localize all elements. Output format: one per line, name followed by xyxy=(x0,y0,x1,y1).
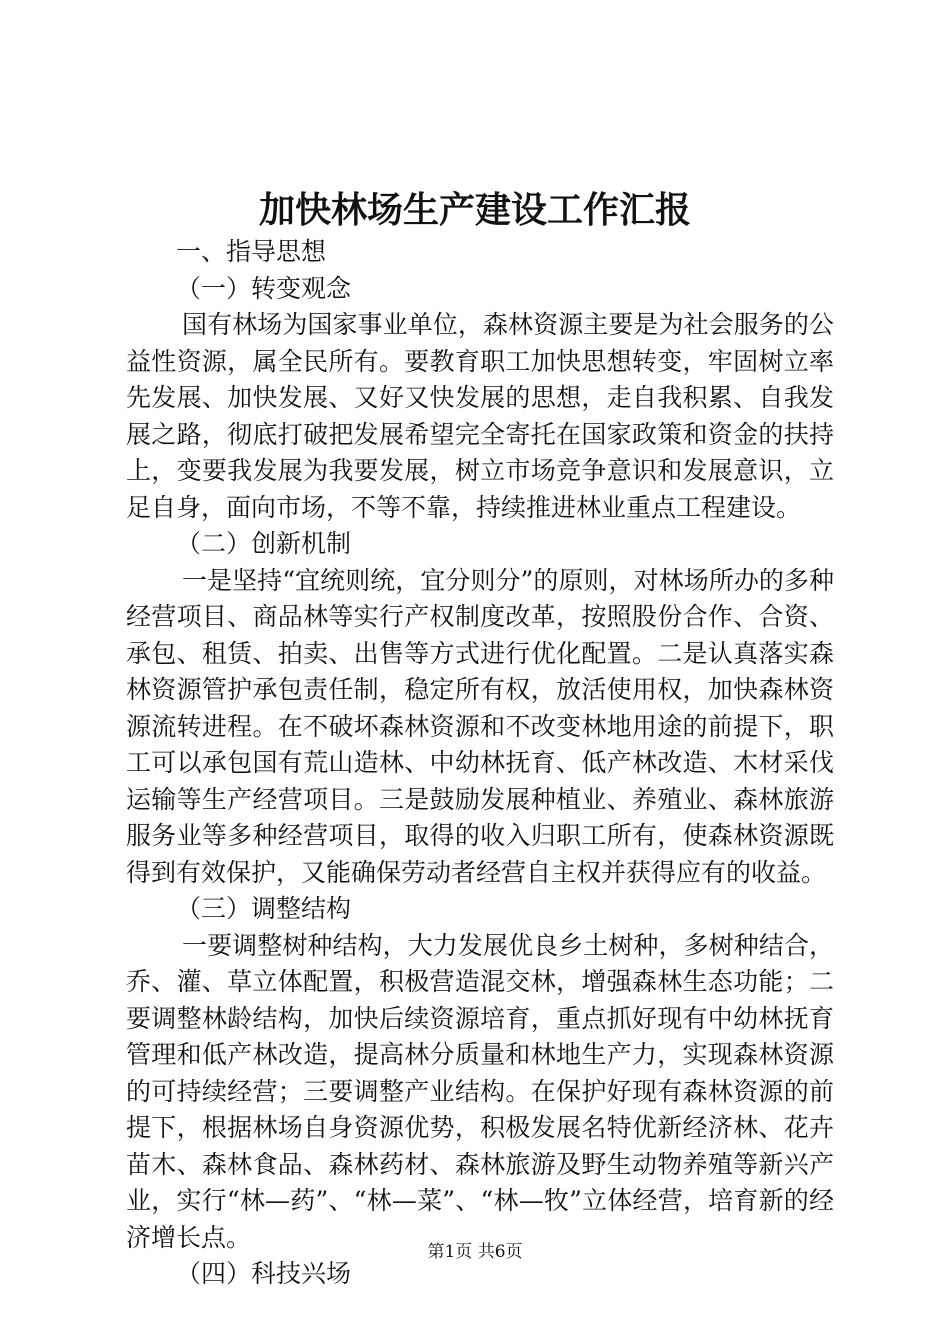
paragraph: 国有林场为国家事业单位，森林资源主要是为社会服务的公益性资源，属全民所有。要教育职工加快思想转变，牢固树立率先发展、加快发展、又好又快发展的思想，走自我积累、自我发展之路，彻底打破把发展希望完全寄托在国家政策和资金的扶持上，变要我发展为我要发展，树立市场竞争意识和发展意识，立足自身，面向市场，不等不靠，持续推进林业重点工程建设。 xyxy=(126,310,834,522)
subsection-heading: （三）调整结构 xyxy=(176,894,352,923)
subsection-heading: （二）创新机制 xyxy=(176,529,352,558)
page-footer: 第1页 共6页 xyxy=(427,1242,523,1262)
subsection-heading: （四）科技兴场 xyxy=(176,1259,352,1288)
paragraph: 一是坚持“宜统则统，宜分则分”的原则，对林场所办的多种经营项目、商品林等实行产权制度改革，按照股份合作、合资、承包、租赁、拍卖、出售等方式进行优化配置。二是认真落实森林资源管护承包责任制，稳定所有权，放活使用权，加快森林资源流转进程。在不破坏森林资源和不改变林地用途的前提下，职工可以承包国有荒山造林、中幼林抚育、低产林改造、木材采伐运输等生产经营项目。三是鼓励发展种植业、养殖业、森林旅游服务业等多种经营项目，取得的收入归职工所有，使森林资源既得到有效保护，又能确保劳动者经营自主权并获得应有的收益。 xyxy=(126,565,834,887)
subsection-heading: （一）转变观念 xyxy=(176,273,352,303)
section-heading: 一、指导思想 xyxy=(176,237,327,266)
document-body xyxy=(126,234,834,1293)
paragraph: 一要调整树种结构，大力发展优良乡土树种，多树种结合，乔、灌、草立体配置，积极营造混交林，增强森林生态功能；二要调整林龄结构，加快后续资源培育，重点抓好现有中幼林抚育管理和低产林改造，提高林分质量和林地生产力，实现森林资源的可持续经营；三要调整产业结构。在保护好现有森林资源的前提下，根据林场自身资源优势，积极发展名特优新经济林、花卉苗木、森林食品、森林药材、森林旅游及野生动物养殖等新兴产业，实行“林—药”、“林—菜”、“林—牧”立体经营，培育新的经济增长点。 xyxy=(126,930,834,1252)
document-title: 加快林场生产建设工作汇报 xyxy=(258,189,691,231)
